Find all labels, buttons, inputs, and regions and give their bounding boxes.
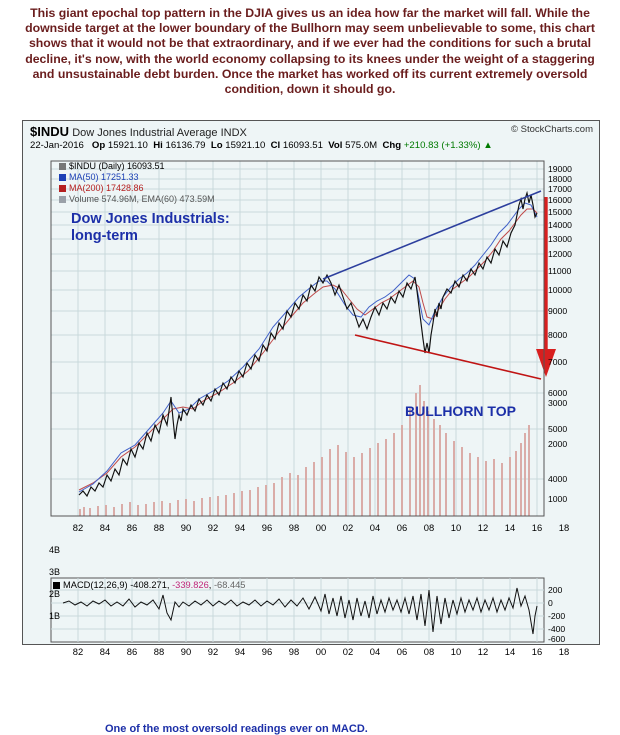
high-label: Hi: [153, 140, 163, 151]
svg-text:19000: 19000: [548, 164, 572, 174]
svg-text:1000: 1000: [548, 494, 568, 504]
volume-swatch-icon: [59, 196, 66, 203]
series-legend: [59, 161, 215, 205]
instrument-name: Dow Jones Industrial Average INDX: [72, 127, 247, 139]
symbol-label: $INDU: [30, 124, 70, 139]
price-swatch-icon: [59, 163, 66, 170]
source-label: © StockCharts.com: [511, 124, 593, 135]
svg-text:88: 88: [153, 522, 165, 533]
svg-text:10: 10: [450, 522, 462, 533]
svg-text:18: 18: [558, 646, 570, 657]
svg-text:-400: -400: [548, 624, 566, 634]
svg-text:17000: 17000: [548, 184, 572, 194]
svg-text:-200: -200: [548, 611, 566, 621]
high-value: 16136.79: [165, 140, 206, 151]
svg-text:3000: 3000: [548, 398, 568, 408]
svg-text:06: 06: [396, 522, 408, 533]
svg-text:11000: 11000: [548, 266, 572, 276]
vol-tick-3b: 3B: [49, 567, 61, 577]
svg-text:15000: 15000: [548, 207, 572, 217]
close-value: 16093.51: [282, 140, 323, 151]
legend-ma200-label: MA(200) 17428.86: [69, 183, 144, 193]
macd-value-3: -68.445: [213, 580, 246, 590]
svg-text:84: 84: [99, 646, 111, 657]
svg-text:08: 08: [423, 522, 435, 533]
chart-title-annotation: [71, 211, 230, 245]
svg-text:98: 98: [288, 646, 300, 657]
legend-price: [59, 161, 215, 172]
svg-text:06: 06: [396, 646, 408, 657]
svg-text:16000: 16000: [548, 195, 572, 205]
svg-text:14000: 14000: [548, 220, 572, 230]
svg-text:7000: 7000: [548, 357, 568, 367]
change-value: +210.83 (+1.33%): [403, 140, 481, 151]
chart-header-title: [30, 124, 247, 139]
svg-text:96: 96: [261, 522, 273, 533]
chart-header: [23, 121, 599, 157]
macd-swatch-icon: [53, 582, 60, 589]
svg-text:0: 0: [548, 598, 553, 608]
svg-text:98: 98: [288, 522, 300, 533]
legend-ma50-label: MA(50) 17251.33: [69, 172, 139, 182]
open-label: Op: [91, 140, 106, 151]
svg-text:04: 04: [369, 522, 381, 533]
svg-text:84: 84: [99, 522, 111, 533]
chart-container: [22, 120, 600, 735]
svg-text:5000: 5000: [548, 424, 568, 434]
ohlc-line: [30, 140, 493, 151]
svg-text:14: 14: [504, 522, 516, 533]
svg-text:18: 18: [558, 522, 570, 533]
svg-text:86: 86: [126, 646, 138, 657]
legend-ma50: [59, 172, 215, 183]
svg-text:90: 90: [180, 646, 192, 657]
svg-text:6000: 6000: [548, 388, 568, 398]
svg-text:88: 88: [153, 646, 165, 657]
vol-tick-1b: 1B: [49, 611, 61, 621]
svg-text:8000: 8000: [548, 330, 568, 340]
change-up-arrow-icon: ▲: [483, 140, 493, 151]
svg-text:96: 96: [261, 646, 273, 657]
svg-text:-600: -600: [548, 634, 566, 644]
low-label: Lo: [210, 140, 223, 151]
svg-text:00: 00: [315, 646, 327, 657]
svg-text:18000: 18000: [548, 174, 572, 184]
macd-legend-label: MACD(12,26,9): [63, 580, 128, 590]
svg-text:13000: 13000: [548, 234, 572, 244]
macd-x-axis: [23, 643, 599, 663]
ma50-swatch-icon: [59, 174, 66, 181]
svg-text:12: 12: [477, 522, 489, 533]
svg-text:86: 86: [126, 522, 138, 533]
macd-note-annotation: One of the most oversold readings ever on MACD.: [105, 723, 368, 735]
volume-label: Vol: [328, 140, 343, 151]
svg-text:2000: 2000: [548, 439, 568, 449]
svg-text:90: 90: [180, 522, 192, 533]
chart-title-line2: long-term: [71, 228, 138, 244]
svg-text:12000: 12000: [548, 249, 572, 259]
svg-text:02: 02: [342, 646, 354, 657]
svg-text:94: 94: [234, 646, 246, 657]
macd-value-2: -339.826: [172, 580, 209, 590]
ma200-swatch-icon: [59, 185, 66, 192]
legend-volume: [59, 194, 215, 205]
svg-text:4000: 4000: [548, 474, 568, 484]
quote-date: 22-Jan-2016: [30, 140, 84, 151]
svg-text:04: 04: [369, 646, 381, 657]
bullhorn-top-label: BULLHORN TOP: [405, 403, 516, 419]
legend-price-label: $INDU (Daily) 16093.51: [69, 161, 165, 171]
svg-text:92: 92: [207, 646, 219, 657]
low-value: 15921.10: [225, 140, 266, 151]
svg-text:12: 12: [477, 646, 489, 657]
macd-value-1: -408.271: [130, 580, 167, 590]
close-label: Cl: [270, 140, 281, 151]
svg-text:16: 16: [531, 646, 543, 657]
svg-text:92: 92: [207, 522, 219, 533]
svg-text:02: 02: [342, 522, 354, 533]
legend-volume-label: Volume 574.96M, EMA(60) 473.59M: [69, 194, 215, 204]
svg-text:82: 82: [72, 646, 84, 657]
commentary-text: This giant epochal top pattern in the DJIA gives us an idea how far the market will fall. While the downside target at the lower boundary of the Bullhorn may seem unbelievable to some, this chart shows that it would not be that extraordinary, and if we ever had the conditions for such a brutal decline, it's now, with the world economy collapsing to its knees under the weight of a staggering and unsustainable debt burden. Once the market has worked off its current extremely oversold condition, down it should go.: [25, 6, 595, 97]
svg-text:94: 94: [234, 522, 246, 533]
svg-text:08: 08: [423, 646, 435, 657]
svg-text:16: 16: [531, 522, 543, 533]
change-label: Chg: [382, 140, 402, 151]
open-value: 15921.10: [107, 140, 148, 151]
svg-text:200: 200: [548, 585, 563, 595]
svg-text:10: 10: [450, 646, 462, 657]
svg-text:9000: 9000: [548, 306, 568, 316]
legend-ma200: [59, 183, 215, 194]
vol-tick-4b: 4B: [49, 545, 61, 555]
chart-title-line1: Dow Jones Industrials:: [71, 211, 230, 227]
svg-text:10000: 10000: [548, 285, 572, 295]
vol-tick-2b: 2B: [49, 589, 61, 599]
volume-value: 575.0M: [345, 140, 378, 151]
svg-text:82: 82: [72, 522, 84, 533]
svg-text:14: 14: [504, 646, 516, 657]
svg-text:00: 00: [315, 522, 327, 533]
macd-legend: MACD(12,26,9) -408.271, -339.826, -68.445: [53, 580, 245, 590]
